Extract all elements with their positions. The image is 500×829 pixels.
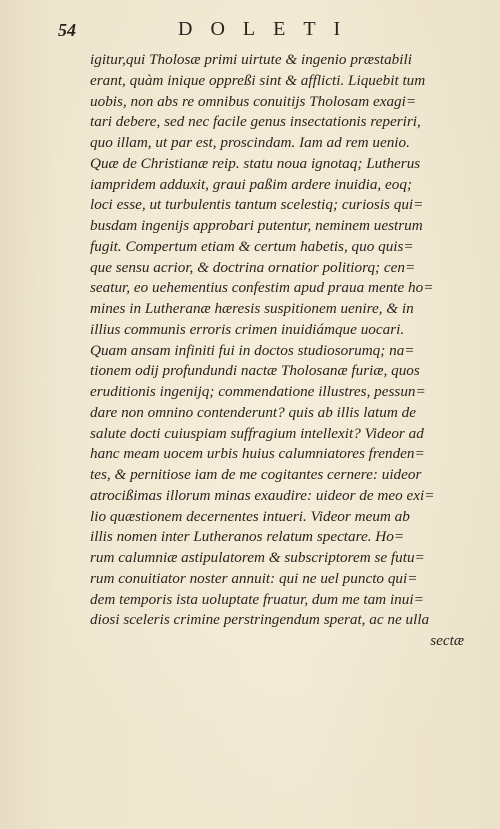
catchword: sectæ: [430, 632, 464, 649]
text-line: iampridem adduxit, graui paßim ardere inuidia, eoq;: [90, 175, 412, 193]
text-line: eruditionis ingenijq; commendatione illustres, pessun=: [90, 383, 426, 400]
text-line: tari debere, sed nec facile genus insectationis reperiri,: [90, 113, 421, 131]
text-line: salute docti cuiuspiam suffragium intellexit? Videor ad: [90, 424, 424, 442]
text-line: mines in Lutheranæ hæresis suspitionem uenire, & in: [90, 300, 414, 317]
text-line: lio quæstionem decernentes intueri. Videor meum ab: [90, 507, 410, 525]
text-line: diosi sceleris crimine perstringendum sperat, ac ne ulla: [90, 611, 430, 629]
text-line: fugit. Compertum etiam & certum habetis, quo quis=: [90, 237, 414, 255]
body-text: [90, 50, 470, 652]
running-head: DOLETI: [178, 18, 359, 40]
text-line: erant, quàm inique oppreßi sint & afflicti. Liquebit tum: [90, 71, 426, 89]
text-line: seatur, eo uehementius confestim apud praua mente ho=: [90, 279, 434, 297]
page-number: 54: [58, 20, 76, 40]
text-line: Quam ansam infiniti fui in doctos studiosorumq; na=: [90, 341, 415, 359]
text-line: Quæ de Christianæ reip. statu noua ignotaq; Lutherus: [90, 154, 421, 172]
page-header: [58, 18, 478, 44]
text-line: illis nomen inter Lutheranos relatum spectare. Ho=: [90, 528, 405, 546]
text-line: loci esse, ut turbulentis tantum scelestiq; curiosis qui=: [90, 196, 424, 214]
text-line: uobis, non abs re omnibus conuitijs Tholosam exagi=: [90, 92, 417, 110]
text-line: dem temporis ista uoluptate fruatur, dum me tam inui=: [90, 590, 424, 608]
text-line: rum conuitiator noster annuit: qui ne uel puncto qui=: [90, 569, 418, 587]
text-line: busdam ingenijs approbari putentur, neminem uestrum: [90, 217, 423, 234]
text-line: hanc meam uocem urbis huius calumniatores frenden=: [90, 445, 425, 463]
text-line: atrocißimas illorum minas exaudire: uideor de meo exi=: [90, 486, 435, 504]
text-line: tes, & pernitiose iam de me cogitantes cernere: uideor: [90, 466, 422, 483]
text-line: rum calumniæ astipulatorem & subscriptorem se futu=: [90, 549, 425, 566]
text-line: que sensu acrior, & doctrina ornatior politiorq; cen=: [90, 258, 416, 276]
text-line: quo illam, ut par est, proscindam. Iam ad rem uenio.: [90, 134, 410, 151]
text-line: igitur,qui Tholosæ primi uirtute & ingenio præstabili: [90, 51, 412, 68]
text-line: dare non omnino contenderunt? quis ab illis latum de: [90, 403, 416, 421]
text-line: tionem odij profundundi nactæ Tholosanæ furiæ, quos: [90, 362, 420, 380]
text-line: illius communis erroris crimen inuidiámque uocari.: [90, 320, 405, 338]
